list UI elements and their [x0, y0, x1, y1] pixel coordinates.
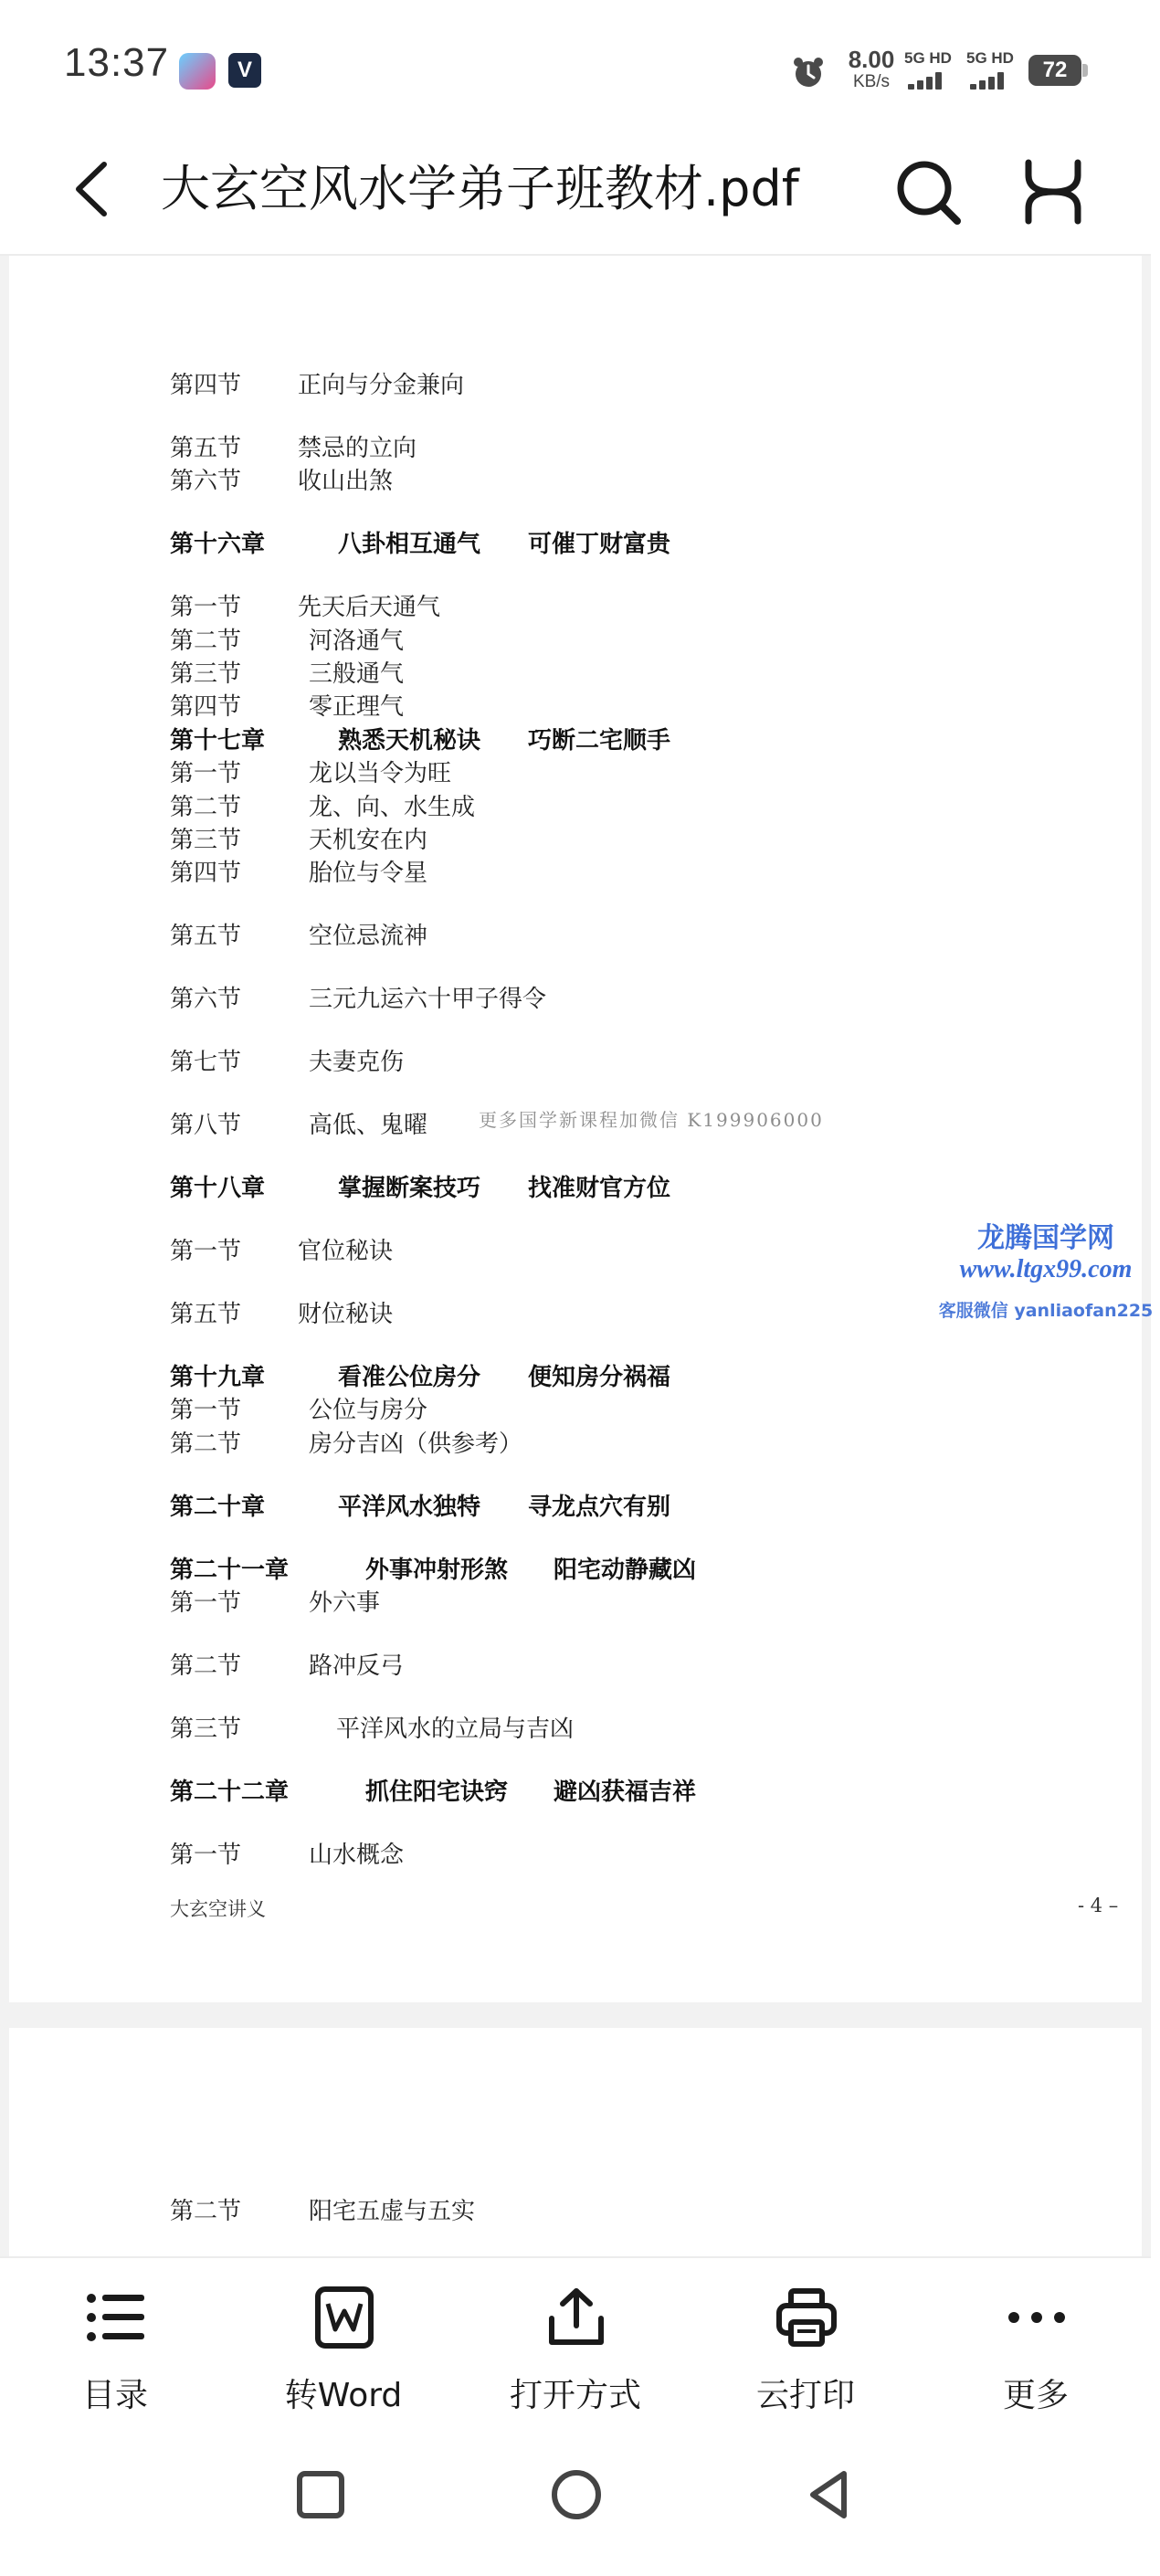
system-nav-bar [0, 2430, 1151, 2558]
toc-title-secondary: 可催丁财富贵 [528, 531, 671, 558]
toc-number: 第二十一章 [170, 1557, 290, 1584]
toc-number: 第一节 [170, 594, 242, 621]
more-dots-icon [1005, 2286, 1069, 2349]
convert-word-button[interactable] [261, 2275, 426, 2421]
toc-title: 空位忌流神 [309, 923, 428, 950]
page-footer-title: 大玄空讲义 [170, 1898, 266, 1920]
toc-title: 龙、向、水生成 [309, 794, 476, 821]
toc-number: 第五节 [170, 923, 242, 950]
toc-title: 三元九运六十甲子得令 [309, 986, 547, 1013]
v-app-icon: V [228, 53, 261, 88]
toc-title: 零正理气 [309, 693, 405, 721]
toc-title: 熟悉天机秘诀 [338, 727, 481, 755]
network-speed [838, 48, 904, 90]
pdf-viewer[interactable] [0, 256, 1154, 2256]
toc-title: 先天后天通气 [298, 594, 441, 621]
toc-title: 高低、鬼曜 [309, 1112, 428, 1139]
toolbar-label: 打开方式 [509, 2377, 641, 2414]
printer-icon [775, 2286, 838, 2349]
toc-title-secondary: 找准财官方位 [528, 1175, 671, 1202]
toc-button[interactable] [33, 2275, 197, 2421]
read-aloud-icon[interactable] [1021, 157, 1085, 227]
toc-number: 第一节 [170, 1589, 242, 1617]
toc-title: 河洛通气 [309, 628, 405, 655]
toc-title: 公位与房分 [309, 1397, 428, 1424]
toc-title-secondary: 避凶获福吉祥 [554, 1779, 697, 1806]
list-icon [84, 2286, 148, 2349]
toc-number: 第一节 [170, 1842, 242, 1869]
status-time: 13:37 [64, 40, 170, 85]
home-circle-icon[interactable] [546, 2465, 606, 2525]
toc-number: 第二节 [170, 628, 242, 655]
toc-number: 第一节 [170, 760, 242, 787]
toc-title: 阳宅五虚与五实 [309, 2198, 476, 2225]
network-speed-unit: KB/s [852, 72, 891, 91]
toc-title: 财位秘诀 [298, 1301, 394, 1328]
toc-number: 第四节 [170, 693, 242, 721]
more-button[interactable] [954, 2275, 1118, 2421]
toc-title-secondary: 寻龙点穴有别 [528, 1494, 671, 1521]
toc-title: 山水概念 [309, 1842, 405, 1869]
toolbar-label: 目录 [81, 2377, 148, 2414]
toolbar-label: 更多 [1002, 2377, 1069, 2414]
toc-number: 第五节 [170, 435, 242, 462]
toc-title: 路冲反弓 [309, 1652, 405, 1680]
bottom-toolbar [0, 2256, 1151, 2432]
toc-number: 第二节 [170, 1652, 242, 1680]
toc-number: 第一节 [170, 1238, 242, 1265]
cloud-print-button[interactable] [723, 2275, 888, 2421]
battery-icon: 72 [1028, 55, 1081, 86]
battery-tip [1082, 64, 1088, 77]
sim1-label: 5G HD [904, 49, 952, 67]
toc-title: 三般通气 [309, 660, 405, 688]
back-arrow-icon[interactable] [64, 157, 128, 221]
toc-title-secondary: 巧断二宅顺手 [528, 727, 671, 755]
toc-title: 外事冲射形煞 [365, 1557, 509, 1584]
toc-title: 收山出煞 [298, 468, 394, 495]
toc-number: 第四节 [170, 372, 242, 399]
toc-number: 第五节 [170, 1301, 242, 1328]
toc-number: 第六节 [170, 986, 242, 1013]
page-number: - 4 – [1078, 1895, 1119, 1916]
toolbar-label: 云打印 [755, 2377, 855, 2414]
toc-number: 第十六章 [170, 531, 266, 558]
signal-icon [904, 49, 961, 90]
toc-title: 平洋风水独特 [338, 1494, 481, 1521]
signal-icon [966, 49, 1023, 90]
toc-number: 第七节 [170, 1049, 242, 1076]
share-icon [544, 2286, 608, 2349]
toc-title: 正向与分金兼向 [298, 372, 465, 399]
toc-title: 外六事 [309, 1589, 381, 1617]
toc-number: 第二节 [170, 794, 242, 821]
toc-number: 第二十二章 [170, 1779, 290, 1806]
toc-number: 第二节 [170, 1431, 242, 1458]
status-bar [0, 0, 1151, 137]
toc-number: 第六节 [170, 468, 242, 495]
toc-number: 第四节 [170, 860, 242, 887]
toc-number: 第二十章 [170, 1494, 266, 1521]
watermark-site-url: www.ltgx99.com [959, 1255, 1133, 1283]
app-notification-icon [179, 53, 216, 90]
toc-title: 禁忌的立向 [298, 435, 417, 462]
toc-title: 八卦相互通气 [338, 531, 481, 558]
network-speed-value: 8.00 [848, 46, 895, 73]
toc-number: 第二节 [170, 2198, 242, 2225]
pdf-page[interactable] [9, 256, 1154, 2017]
toc-number: 第一节 [170, 1397, 242, 1424]
toc-number: 第十七章 [170, 727, 266, 755]
watermark-site-name: 龙腾国学网 [977, 1222, 1114, 1254]
search-icon[interactable] [893, 157, 963, 227]
toc-title: 看准公位房分 [338, 1364, 481, 1391]
toc-title: 官位秘诀 [298, 1238, 394, 1265]
toc-number: 第十八章 [170, 1175, 266, 1202]
document-title: 大玄空风水学弟子班教材.pdf [161, 160, 799, 217]
toc-title: 夫妻克伤 [309, 1049, 405, 1076]
sim2-label: 5G HD [966, 49, 1014, 67]
recents-square-icon[interactable] [290, 2465, 351, 2525]
toc-number: 第八节 [170, 1112, 242, 1139]
alarm-icon [791, 55, 826, 90]
toc-number: 第三节 [170, 827, 242, 854]
toc-title: 天机安在内 [309, 827, 428, 854]
watermark-text: 更多国学新课程加微信 K199906000 [479, 1109, 824, 1131]
toc-title: 龙以当令为旺 [309, 760, 452, 787]
word-convert-icon [312, 2286, 376, 2349]
toolbar-label: 转Word [284, 2377, 403, 2414]
toc-title: 抓住阳宅诀窍 [365, 1779, 509, 1806]
toc-title-secondary: 便知房分祸福 [528, 1364, 671, 1391]
open-with-button[interactable] [493, 2275, 658, 2421]
toc-title-secondary: 阳宅动静藏凶 [554, 1557, 697, 1584]
toc-number: 第三节 [170, 1716, 242, 1743]
toc-title: 胎位与令星 [309, 860, 428, 887]
toc-title: 平洋风水的立局与吉凶 [336, 1716, 575, 1743]
toc-number: 第三节 [170, 660, 242, 688]
toc-title: 房分吉凶（供参考） [309, 1431, 523, 1458]
back-triangle-icon[interactable] [800, 2465, 860, 2525]
title-bar [0, 137, 1151, 256]
toc-number: 第十九章 [170, 1364, 266, 1391]
watermark-contact: 客服微信 yanliaofan225 [938, 1301, 1154, 1321]
toc-title: 掌握断案技巧 [338, 1175, 481, 1202]
